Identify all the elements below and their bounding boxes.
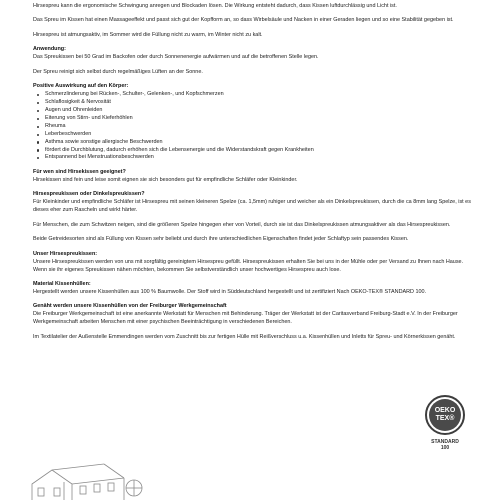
genaeht-text-1: Die Freiburger Werkgemeinschaft ist eine anerkannte Werkstatt für Menschen mit Behinderung. Träger der Werkstatt ist der Caritasverband Freiburg-Stadt e.V. In der Freiburger Werkgemeinschaft arbeiten Menschen mit einer psychischen Beeinträchtigung in verschiedenen Bereichen. (33, 311, 458, 326)
list-item: Augen und Ohrenleiden (45, 107, 473, 115)
oeko-tex-badge (429, 399, 461, 431)
list-item: Asthma sowie sonstige allergische Beschwerden (45, 139, 473, 147)
section-warum (33, 0, 473, 11)
list-item: Entspannend bei Menstruationsbeschwerden (45, 154, 473, 162)
heading-unser: Unser Hirsespreukissen: (33, 250, 98, 257)
section-anwendung (33, 46, 473, 62)
section-fuerwen (33, 169, 473, 185)
unser-text-1: Unsere Hirsespreukissen werden von uns mit sorgfältig gereinigtem Hirsespreu gefüllt. Hirsespreukissen erhalten Sie bei uns in der Mühle oder per Versand zu Ihnen nach Hause. Wenn sie ihr eigenes Spreukissen nähen möchten, bekommen Sie selbstverständlich unser hochwertiges Hirsespreu auch lose. (33, 258, 464, 273)
oeko-tex-caption-standard: STANDARD (431, 439, 459, 445)
fuerwen-text-1: Hirsekissen sind fein und leise somit eignen sie sich besonders gut für empfindliche Schläfer oder Kleinkinder. (33, 176, 298, 183)
list-item: Schmerzlinderung bei Rücken-, Schulter-, Gelenken-, und Kopfschmerzen (45, 91, 473, 99)
document-body (33, 0, 473, 348)
oeko-tex-caption (419, 439, 471, 452)
heading-fuerwen: Für wen sind Hirsekissen geeignet? (33, 168, 126, 175)
section-positiv (33, 83, 473, 91)
warum-text-2: Das Spreu im Kissen hat einen Massageeffekt und passt sich gut der Kopfform an, so dass Wirbelsäule und Nacken in einer Geraden liegen und so eine Stabilität gegeben ist. (33, 17, 454, 24)
heading-anwendung: Anwendung: (33, 46, 66, 53)
genaeht-text-2: Im Textilatelier der Außenstelle Emmendingen werden vom Zuschnitt bis zur fertigen Hülle mit Reißverschluss u.a. Kissenhüllen und Inletts für Spreu- und Körnerkissen genäht. (33, 333, 456, 340)
anwendung-text-1: Das Spreukissen bei 50 Grad im Backofen oder durch Sonnenenergie aufwärmen und auf die betroffenen Stelle legen. (33, 54, 319, 61)
heading-genaeht: Genäht werden unsere Kissenhüllen von der Freiburger Werkgemeinschaft (33, 303, 227, 310)
warum-text-3: Hirsespreu ist atmungsaktiv, im Sommer wird die Füllung nicht zu warm, im Winter nicht zu kalt. (33, 31, 263, 38)
list-item: fördert die Durchblutung, dadurch erhöhen sich die Lebensenergie und die Widerstandskraft gegen Krankheiten (45, 147, 473, 155)
dinkel-text-2: Für Menschen, die zum Schwitzen neigen, sind die größeren Spelze hingegen eher von Vorteil, durch sie ist das Dinkelspreukissen atmungsaktiver als das Hirsespreukissen. (33, 221, 451, 228)
heading-dinkel: Hirsespreukissen oder Dinkelspreukissen? (33, 191, 145, 198)
heading-material: Material Kissenhüllen: (33, 281, 91, 287)
mill-building-sketch (24, 462, 144, 500)
oeko-tex-label-icon (425, 395, 465, 463)
warum-text-1: Hirsespreu kann die ergonomische Schwingung anregen und Blockaden lösen. Die Wirkung entsteht dadurch, dass Kissen luftdurchlässig und Licht ist. (33, 2, 397, 9)
oeko-tex-line1: OEKO (434, 407, 456, 414)
oeko-tex-caption-number: 100 (440, 445, 450, 452)
heading-positiv: Positive Auswirkung auf den Körper: (33, 83, 129, 90)
oeko-tex-line2: TEX® (435, 415, 455, 422)
benefit-list (33, 91, 473, 162)
section-genaeht (33, 303, 473, 327)
list-item: Leberbeschwerden (45, 131, 473, 139)
dinkel-text-3: Beide Getreidesorten sind als Füllung von Kissen sehr beliebt und durch ihre unterschiedlichen Eigenschaften findet jeder Schlaftyp sein passendes Kissen. (33, 236, 409, 243)
anwendung-text-2: Der Spreu reinigt sich selbst durch regelmäßiges Lüften an der Sonne. (33, 68, 203, 75)
section-unser (33, 251, 473, 275)
list-item: Schlaflosigkeit & Nervosität (45, 99, 473, 107)
dinkel-text-1: Für Kleinkinder und empfindliche Schläfer ist Hirsespreu mit seinen kleineren Spelze (ca. 1,5mm) ruhiger und weicher als ein Dinkelspreukissen, durch die ca 8mm lang Spelze, ist es dieses eher zum Rascheln und wirkt härter. (33, 199, 471, 214)
section-dinkel (33, 191, 473, 215)
material-text-1: Hergestellt werden unsere Kissenhüllen aus 100 % Baumwolle. Der Stoff wird in Süddeutschland hergestellt und ist zertifiziert Nach OEKO-TEX® STANDARD 100. (33, 288, 427, 295)
list-item: Rheuma (45, 123, 473, 131)
list-item: Eiterung von Stirn- und Kieferhöhlen (45, 115, 473, 123)
section-material (33, 281, 473, 297)
